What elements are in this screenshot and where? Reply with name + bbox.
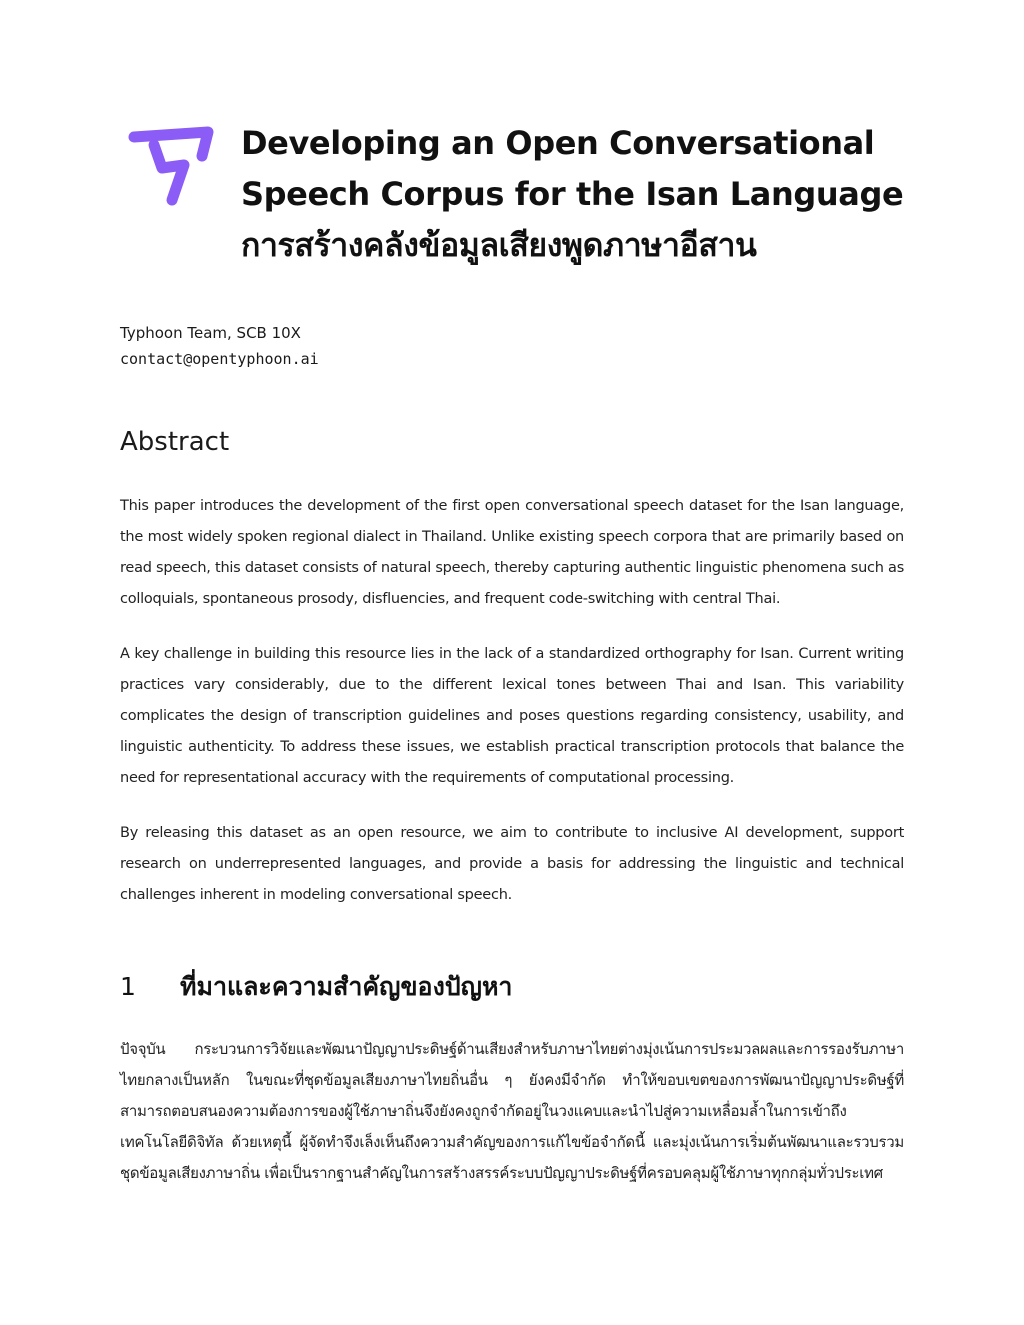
abstract-body [120, 491, 904, 935]
section-number: 1 [120, 972, 136, 1001]
section-1-body: ปัจจุบัน กระบวนการวิจัยและพัฒนาปัญญาประดิษฐ์ด้านเสียงสำหรับภาษาไทยต่างมุ่งเน้นการประมวลผลและการรองรับภาษาไทยกลางเป็นหลัก ในขณะที่ชุดข้อมูลเสียงภาษาไทยถิ่นอื่น ๆ ยังคงมีจำกัด ทำให้ขอบเขตของการพัฒนาปัญญาประดิษฐ์ที่สามารถตอบสนองความต้องการของผู้ใช้ภาษาถิ่นจึงยังคงถูกจำกัดอยู่ในวงแคบและนำไปสู่ความเหลื่อมล้ำในการเข้าถึงเทคโนโลยีดิจิทัล ด้วยเหตุนี้ ผู้จัดทำจึงเล็งเห็นถึงความสำคัญของการแก้ไขข้อจำกัดนี้ และมุ่งเน้นการเริ่มต้นพัฒนาและรวบรวมชุดข้อมูลเสียงภาษาถิ่น เพื่อเป็นรากฐานสำคัญในการสร้างสรรค์ระบบปัญญาประดิษฐ์ที่ครอบคลุมผู้ใช้ภาษาทุกกลุ่มทั่วประเทศ [120, 1040, 904, 1182]
abstract-paragraph-1: This paper introduces the development of the first open conversational speech dataset for the Isan language, the most widely spoken regional dialect in Thailand. Unlike existing speech corpora that are primarily based on read speech, this dataset consists of natural speech, thereby capturing authentic linguistic phenomena such as colloquials, spontaneous prosody, disfluencies, and frequent code-switching with central Thai. [120, 498, 904, 607]
typhoon-logo-icon [128, 126, 214, 212]
abstract-heading: Abstract [120, 427, 230, 457]
author-block [120, 320, 319, 372]
title-line-thai: การสร้างคลังข้อมูลเสียงพูดภาษาอีสาน [241, 226, 757, 264]
paper-title [241, 118, 941, 271]
abstract-paragraph-3: By releasing this dataset as an open resource, we aim to contribute to inclusive AI development, support research on underrepresented languages, and provide a basis for addressing the linguistic and technical challenges inherent in modeling conversational speech. [120, 825, 904, 903]
author-email: contact@opentyphoon.ai [120, 350, 319, 368]
author-name: Typhoon Team, SCB 10X [120, 324, 301, 342]
section-1-heading [120, 964, 512, 1010]
title-line-1: Developing an Open Conversational [241, 124, 875, 162]
title-line-2: Speech Corpus for the Isan Language [241, 175, 904, 213]
abstract-paragraph-2: A key challenge in building this resource lies in the lack of a standardized orthography for Isan. Current writing practices vary considerably, due to the different lexical tones between Thai and Isan. This variability complicates the design of transcription guidelines and poses questions regarding consistency, usability, and linguistic authenticity. To address these issues, we establish practical transcription protocols that balance the need for representational accuracy with the requirements of computational processing. [120, 646, 904, 786]
section-title: ที่มาและความสำคัญของปัญหา [180, 972, 513, 1001]
